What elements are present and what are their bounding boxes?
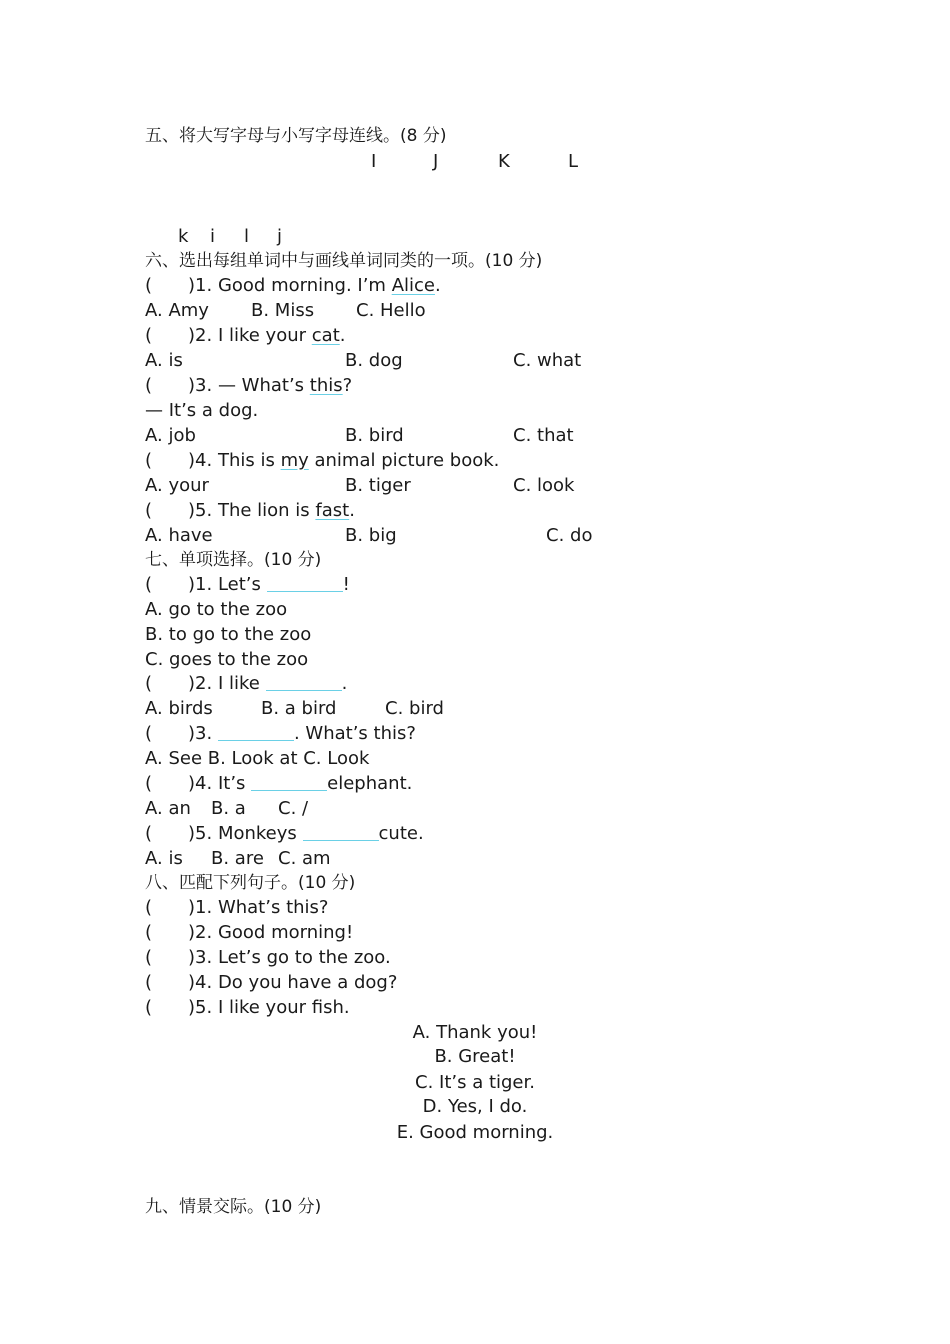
question-text: . What’s this? [293,723,416,744]
uppercase-letter: J [433,151,439,172]
paren: ( [145,972,153,993]
answer-blank[interactable] [266,672,342,691]
match-item-text: )4. Do you have a dog? [188,972,398,993]
option-a: A. your [145,475,209,496]
option-c: C. what [513,350,582,371]
underlined-word: cat [311,325,340,346]
match-answer: E. Good morning. [396,1122,554,1143]
paren: ( [145,450,153,471]
option-b: B. to go to the zoo [145,624,312,645]
match-answer: B. Great! [434,1046,516,1067]
question-line [145,672,347,696]
question-text: . [339,325,346,346]
lowercase-letter: j [277,226,283,247]
question-line [145,449,499,473]
answer-blank[interactable] [267,573,343,592]
answer-blank[interactable] [218,722,294,741]
option-b: B. a [211,798,246,819]
paren: ( [145,325,153,346]
question-text: . [349,500,355,521]
match-item [145,921,353,945]
option-b: B. tiger [345,475,411,496]
question-line [145,499,355,523]
option-b: B. big [345,525,397,546]
question-line [145,822,424,846]
question-text: )3. — What’s [188,375,310,396]
section-9-title: 九、情景交际。(10 分) [145,1197,322,1217]
option-a: A. is [145,848,183,869]
paren: ( [145,773,153,794]
question-line [145,324,345,348]
section-5-title: 五、将大写字母与小写字母连线。(8 分) [145,126,447,146]
option-c: C. Hello [356,300,426,321]
option-a: A. is [145,350,183,371]
match-item-text: )3. Let’s go to the zoo. [188,947,391,968]
question-text: )1. Let’s [188,574,267,595]
question-line [145,274,441,298]
question-text: )2. I like [188,673,266,694]
option-b: B. are [211,848,264,869]
question-text: )4. It’s [188,773,252,794]
option-a: A. job [145,425,196,446]
option-c: C. do [546,525,593,546]
answer-blank[interactable] [251,772,327,791]
option-c: C. bird [385,698,444,719]
question-line [145,722,416,746]
option-c: C. / [278,798,309,819]
underlined-word: this [309,375,343,396]
match-answer: A. Thank you! [412,1022,538,1043]
underlined-word: fast [315,500,350,521]
question-text: )1. Good morning. I’m [188,275,392,296]
paren: ( [145,997,153,1018]
question-line [145,573,350,597]
question-text: cute. [378,823,424,844]
paren: ( [145,375,153,396]
underlined-word: my [280,450,309,471]
paren: ( [145,723,153,744]
question-text: . [434,275,441,296]
paren: ( [145,500,153,521]
uppercase-letter: I [371,151,377,172]
section-7-title: 七、单项选择。(10 分) [145,550,322,570]
question-text: ? [342,375,353,396]
option-a: A. go to the zoo [145,599,288,620]
match-item [145,896,328,920]
section-8-title: 八、匹配下列句子。(10 分) [145,873,356,893]
question-text: )5. The lion is [188,500,316,521]
match-item [145,946,391,970]
lowercase-letter: l [244,226,250,247]
option-b: B. Miss [251,300,315,321]
option-c: C. look [513,475,575,496]
match-item [145,971,397,995]
option-b: B. bird [345,425,404,446]
underlined-word: Alice [391,275,435,296]
option-a: A. have [145,525,213,546]
paren: ( [145,897,153,918]
paren: ( [145,823,153,844]
paren: ( [145,947,153,968]
match-answer: C. It’s a tiger. [415,1072,535,1093]
question-line [145,374,352,398]
question-text: )5. Monkeys [188,823,303,844]
match-item-text: )5. I like your fish. [188,997,350,1018]
question-line [145,772,412,796]
answer-line: — It’s a dog. [145,400,259,421]
question-text: )3. [188,723,218,744]
paren: ( [145,673,153,694]
option-c: C. am [278,848,331,869]
option-c: C. goes to the zoo [145,649,309,670]
match-item [145,996,350,1020]
option-b: B. a bird [261,698,337,719]
uppercase-letter: K [498,151,510,172]
question-text: )2. I like your [188,325,312,346]
paren: ( [145,574,153,595]
options-line: A. See B. Look at C. Look [145,748,370,769]
question-text: elephant. [327,773,413,794]
option-a: A. an [145,798,191,819]
option-a: A. Amy [145,300,209,321]
question-text: . [341,673,348,694]
option-c: C. that [513,425,574,446]
paren: ( [145,922,153,943]
match-item-text: )2. Good morning! [188,922,354,943]
option-a: A. birds [145,698,213,719]
section-6-title: 六、选出每组单词中与画线单词同类的一项。(10 分) [145,251,543,271]
question-text: ! [342,574,350,595]
match-answer: D. Yes, I do. [422,1096,528,1117]
paren: ( [145,275,153,296]
answer-blank[interactable] [303,822,379,841]
lowercase-letter: i [210,226,216,247]
match-item-text: )1. What’s this? [188,897,329,918]
question-text: animal picture book. [308,450,500,471]
option-b: B. dog [345,350,403,371]
question-text: )4. This is [188,450,281,471]
lowercase-letter: k [178,226,189,247]
uppercase-letter: L [568,151,579,172]
